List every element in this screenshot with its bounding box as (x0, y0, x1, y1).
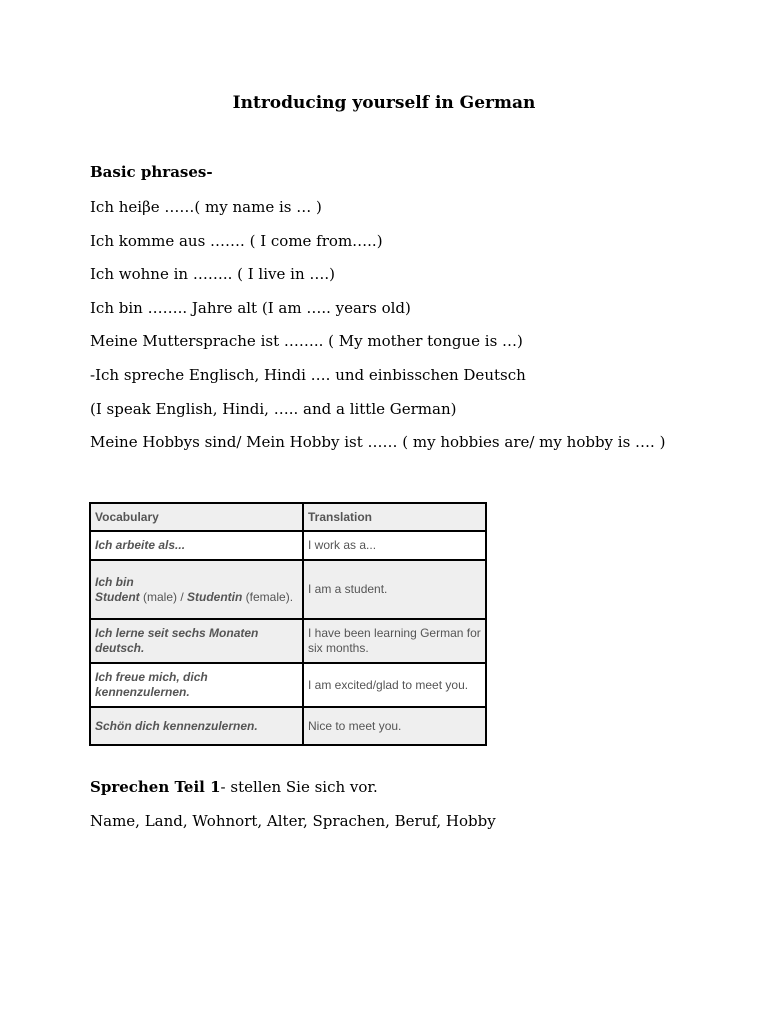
vocab-cell: Ich lerne seit sechs Monaten deutsch. (91, 620, 304, 664)
phrase-languages-translation: (I speak English, Hindi, ….. and a little German) (90, 399, 457, 418)
vocabulary-table (89, 502, 487, 746)
translation-cell: Nice to meet you. (304, 708, 485, 744)
phrase-hobbies: Meine Hobbys sind/ Mein Hobby ist …… ( my hobbies are/ my hobby is …. ) (90, 433, 666, 452)
vocab-cell: Ich freue mich, dich kennenzulernen. (91, 664, 304, 708)
vocab-cell: Schön dich kennenzulernen. (91, 708, 304, 744)
vocab-male: (male) / (139, 589, 188, 604)
phrase-name: Ich heiβe ……( my name is … ) (90, 198, 322, 216)
translation-cell: I have been learning German for six months. (304, 620, 485, 664)
vocab-cell (91, 561, 304, 620)
speaking-task (90, 777, 378, 797)
phrase-languages: -Ich spreche Englisch, Hindi …. und einbisschen Deutsch (90, 365, 526, 384)
phrase-residence: Ich wohne in …….. ( I live in ….) (90, 265, 335, 284)
translation-cell: I am excited/glad to meet you. (304, 664, 485, 708)
table-row (91, 708, 485, 744)
header-translation: Translation (304, 504, 485, 532)
translation-cell: I work as a... (304, 532, 485, 561)
table-row (91, 620, 485, 664)
table-header-row (91, 504, 485, 532)
phrase-age: Ich bin …….. Jahre alt (I am ….. years old) (90, 298, 411, 317)
phrase-list (90, 197, 710, 466)
speaking-topics: Name, Land, Wohnort, Alter, Sprachen, Beruf, Hobby (90, 812, 496, 830)
phrase-origin: Ich komme aus ……. ( I come from…..) (90, 231, 383, 250)
table-row (91, 561, 485, 620)
header-vocabulary: Vocabulary (91, 504, 304, 532)
table-row (91, 664, 485, 708)
vocab-cell: Ich arbeite als... (91, 532, 304, 561)
phrase-mother-tongue: Meine Muttersprache ist …….. ( My mother tongue is …) (90, 332, 523, 351)
speaking-task-label: Sprechen Teil 1 (90, 778, 221, 796)
vocab-female: (female). (242, 589, 294, 604)
speaking-task-instruction: - stellen Sie sich vor. (220, 778, 378, 796)
table-row (91, 532, 485, 561)
basic-phrases-heading: Basic phrases- (90, 163, 213, 181)
vocab-student: Student (95, 589, 140, 604)
vocab-line1: Ich bin (95, 574, 134, 589)
page-title: Introducing yourself in German (232, 93, 536, 113)
vocab-studentin: Studentin (187, 589, 243, 604)
translation-cell: I am a student. (304, 561, 485, 620)
